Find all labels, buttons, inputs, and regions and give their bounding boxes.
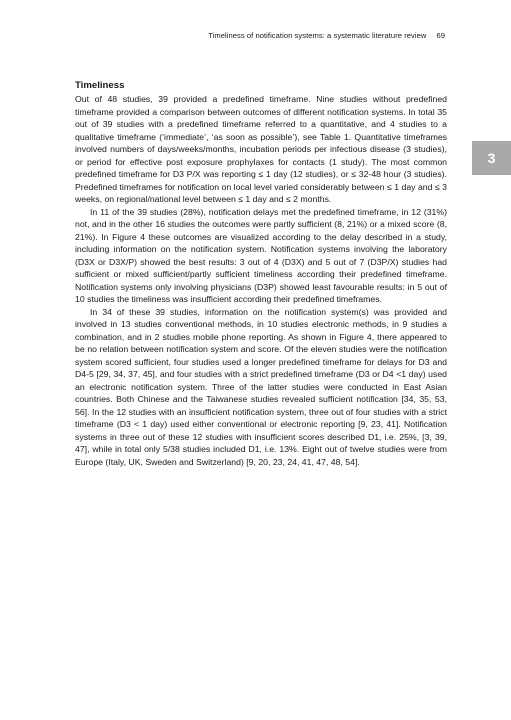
section-title: Timeliness bbox=[75, 80, 125, 91]
main-content bbox=[75, 79, 447, 468]
paragraph: Out of 48 studies, 39 provided a predefined timeframe. Nine studies without predefined timeframe provided a comparison between outcomes of different notification systems. In total 35 out of 39 studies with a predefined timeframe referred to a quantitative, and 4 studies to a qualitative timeframe (‘immediate’, ‘as soon as possible’), see Table 1. Quantitative timeframes involved numbers of days/weeks/months, incubation periods per infectious disease (3 studies), or period for effective post exposure prophylaxes for contacts (1 study). The most common predefined timeframe for D3 P/X was reporting ≤ 1 day (12 studies), or ≤ 32-48 hour (3 studies). Predefined timeframes for notification on local level varied considerably between ≤ 1 day and ≤ 3 weeks, on regional/national level between ≤ 1 day and ≤ 2 months. bbox=[75, 94, 447, 204]
chapter-tab bbox=[472, 141, 511, 175]
paragraph: In 11 of the 39 studies (28%), notification delays met the predefined timeframe, in 12 (31%) not, and in the other 16 studies the outcomes were partly sufficient (8, 21%) or a mixed score (8, 21%). In Figure 4 these outcomes are visualized according to the delay described in a study, including information on the notification system. Notification systems involving the laboratory (D3X or D3X/P) showed the best results: 3 out of 4 (D3X) and 5 out of 7 (D3P/X) studies had sufficient or mixed sufficient/partly sufficient timeliness according their predefined timeframe. Notification systems only involving physicians (D3P) showed least favourable results: in 5 out of 10 studies the timeliness was insufficient according their predefined timeframes. bbox=[75, 206, 447, 304]
paragraph: In 34 of these 39 studies, information on the notification system(s) was provided and involved in 13 studies conventional methods, in 10 studies electronic methods, in 9 studies a combination, and in 2 studies mobile phone reporting. As shown in Figure 4, there appeared to be no relation between notification system and score. Of the eleven studies were the notification system scored sufficient, four studies used a longer predefined timeframe for delays for D3 and D4-5 [29, 34, 37, 45], and four studies with a strict predefined timeframe (D3 or D4 <1 day) used an electronic notification system. Three of the latter studies were conducted in East Asian countries. Both Chinese and the Taiwanese studies revealed sufficient notification [34, 35, 53, 56]. In the 12 studies with an insufficient notification system, three out of four studies with a strict timeframe (D3 < 1 day) used either conventional or electronic reporting [9, 23, 41]. Notification systems in three out of these 12 studies with insufficient scores described D1, i.e. 25%, [3, 39, 47], while in total only 5/38 studies included D1, i.e. 13%. Eight out of twelve studies were from Europe (Italy, UK, Sweden and Switzerland) [9, 20, 23, 24, 41, 47, 48, 54]. bbox=[75, 306, 447, 467]
chapter-tab-label: 3 bbox=[487, 150, 496, 166]
running-title: Timeliness of notification systems: a systematic literature review bbox=[208, 31, 427, 40]
running-header bbox=[208, 31, 445, 40]
page-number: 69 bbox=[436, 31, 445, 40]
